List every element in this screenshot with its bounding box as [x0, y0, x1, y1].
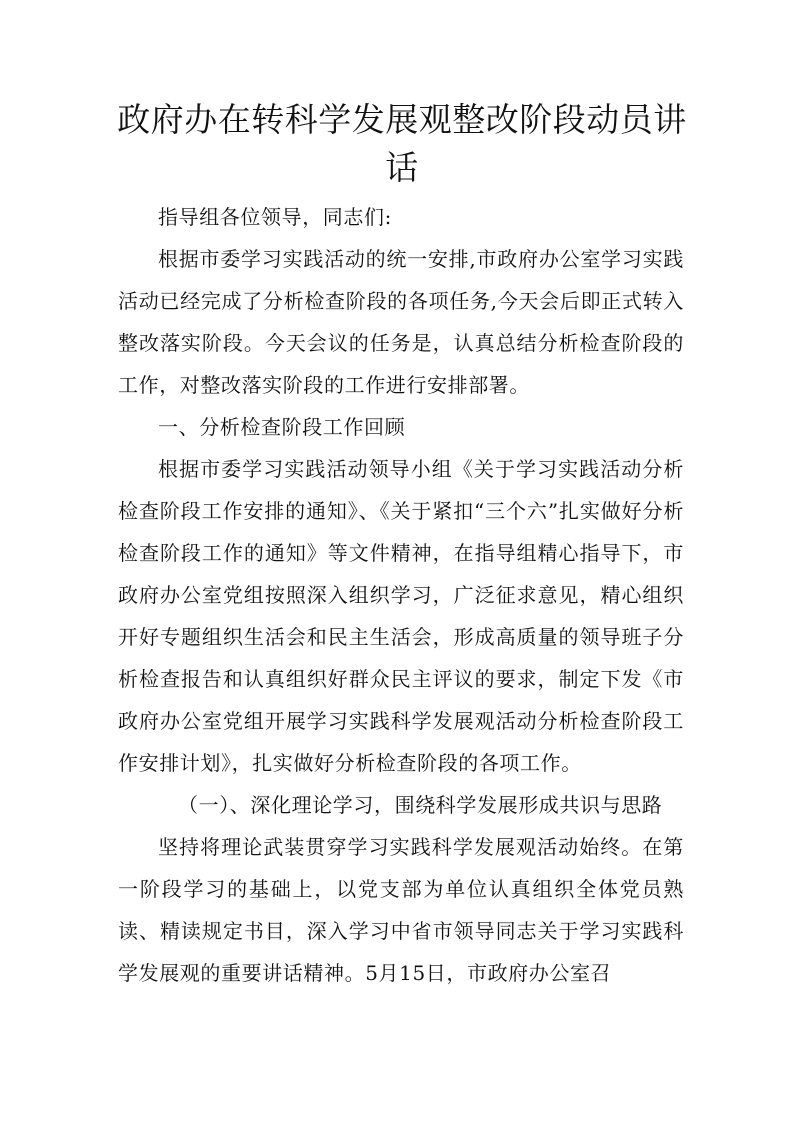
review-paragraph: 根据市委学习实践活动领导小组《关于学习实践活动分析检查阶段工作安排的通知》、《关于紧扣“三个六”扎实做好分析检查阶段工作的通知》等文件精神，在指导组精心指导下，市政府办公室党组按照深入组织学习，广泛征求意见，精心组织开好专题组织生活会和民主生活会，形成高质量的领导班子分析检查报告和认真组织好群众民主评议的要求，制定下发《市政府办公室党组开展学习实践科学发展观活动分析检查阶段工作安排计划》，扎实做好分析检查阶段的各项工作。 — [118, 457, 684, 775]
section-heading: 一、分析检查阶段工作回顾 — [158, 415, 406, 439]
salutation-paragraph: 指导组各位领导，同志们: — [158, 205, 392, 229]
subsection-heading: （一）、深化理论学习，围绕科学发展形成共识与思路 — [178, 793, 663, 817]
document-body — [118, 196, 684, 994]
document-title: 政府办在转科学发展观整改阶段动员讲话 — [117, 100, 687, 187]
study-paragraph: 坚持将理论武装贯穿学习实践科学发展观活动始终。在第一阶段学习的基础上，以党支部为单位认真组织全体党员熟读、精读规定书目，深入学习中省市领导同志关于学习实践科学发展观的重要讲话精神。5月15日，市政府办公室召 — [118, 835, 684, 985]
intro-paragraph: 根据市委学习实践活动的统一安排,市政府办公室学习实践活动已经完成了分析检查阶段的各项任务,今天会后即正式转入整改落实阶段。今天会议的任务是，认真总结分析检查阶段的工作，对整改落实阶段的工作进行安排部署。 — [118, 247, 684, 397]
